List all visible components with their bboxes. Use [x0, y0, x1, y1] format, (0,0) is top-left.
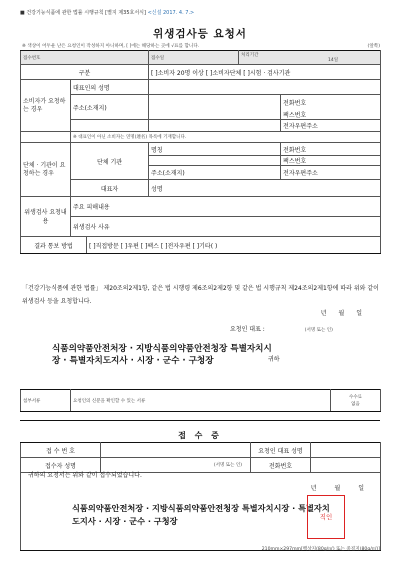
receiver-name-label: 접수자 성명: [21, 458, 101, 473]
processing-period-cell: [239, 51, 381, 65]
consumer-address-label: 주소(소재지): [71, 95, 149, 120]
attachments-content: 요청인의 신분을 확인할 수 있는 서류: [71, 390, 331, 412]
law-ref-text: ■ 건강기능식품에 관한 법률 시행규칙 [별지 제35호서식]: [20, 10, 146, 16]
category-label: 구분: [21, 65, 149, 80]
consumer-email-label: 전자우편주소: [281, 120, 381, 132]
processing-period-label: 처리기간: [241, 53, 259, 58]
consumer-section-label: 소비자가 요청하는 경우: [21, 80, 71, 132]
receipt-confirm-text: 귀하의 요청서는 위와 같이 접수되었습니다.: [28, 472, 142, 479]
inspection-section-label: 위생검사 요청내용: [21, 197, 71, 237]
org-email-label: 전자우편주소: [281, 166, 381, 180]
consumer-extra-field[interactable]: [149, 120, 281, 132]
consumer-address-field[interactable]: [149, 95, 281, 120]
receipt-no-label: 접 수 번 호: [21, 443, 101, 458]
attachments-label: 첨부서류: [21, 390, 71, 412]
cut-line: [20, 420, 380, 421]
consumer-extra-label: [71, 120, 149, 132]
page-side-label: (앞쪽): [367, 44, 380, 49]
receipt-phone-field[interactable]: [311, 458, 381, 473]
applicant-label: 요청인 대표 :: [230, 326, 265, 333]
top-note: ※ 색상이 어두운 난은 요청인이 작성하지 아니하며, [ ]에는 해당하는 곳에 √표를 합니다.: [22, 44, 200, 49]
attachments-table: [20, 389, 381, 412]
processing-period-value: 14일: [327, 58, 339, 63]
receipt-rep-name-field[interactable]: [311, 443, 381, 458]
org-name-label: 명칭: [149, 143, 281, 156]
law-reference: [20, 9, 194, 16]
receipt-date[interactable]: 년 월 일: [310, 485, 364, 492]
revision-note: <신설 2017. 4. 7.>: [147, 10, 195, 16]
request-statement: 「건강기능식품에 관한 법률」 제20조의2제1항, 같은 법 시행령 제6조의2제2항 및 같은 법 시행규칙 제24조의2제1항에 따라 위와 같이 위생검사 등을 요청합니다.: [22, 285, 379, 305]
consumer-note: ※ 대표인이 아닌 소비자는 연명(連名) 목록에 기재합니다.: [71, 132, 381, 143]
form-title: 위생검사등 요청서: [153, 28, 247, 40]
fee-label: 수수료: [348, 394, 363, 400]
receipt-recipient: 식품의약품안전처장 · 지방식품의약품안전청장 특별자치시장 · 특별자치도지사 · 시장 · 군수 · 구청장: [72, 503, 330, 526]
recipient-honorific: 귀하: [268, 356, 280, 363]
applicant-signature[interactable]: (서명 또는 인): [304, 328, 333, 333]
org-name-field[interactable]: [149, 156, 281, 166]
inspection-reason[interactable]: 위생검사 사유: [71, 217, 381, 237]
consumer-rep-name-field[interactable]: [149, 80, 381, 95]
paper-spec-footer: 210mm×297mm[백상지(80g/㎡) 또는 중질지(80g/㎡)]: [261, 547, 380, 552]
org-fax-label: 팩스번호: [281, 156, 381, 166]
org-address-label: 주소(소재지): [149, 166, 281, 180]
receipt-rep-name-label: 요청인 대표 성명: [251, 443, 311, 458]
receipt-no-field[interactable]: [101, 443, 251, 458]
org-phone-label: 전화번호: [281, 143, 381, 156]
receipt-number-cell: 접수번호: [21, 51, 149, 65]
request-date[interactable]: 년 월 일: [320, 310, 362, 317]
fee-value: 없음: [351, 401, 360, 407]
consumer-phone-label: 전화번호: [281, 95, 381, 110]
applicant-line: [230, 324, 333, 333]
recipient: 식품의약품안전처장 · 지방식품의약품안전청장 특별자치시장 · 특별자치도지사 · 시장 · 군수 · 구청장: [52, 344, 272, 366]
receipt-title: 접 수 증: [178, 431, 222, 440]
org-rep-name-label: 성명: [149, 180, 381, 197]
official-seal-box: 직인: [307, 495, 345, 539]
org-rep-label: 대표자: [71, 180, 149, 197]
inspection-main-content[interactable]: 주요 피해내용: [71, 197, 381, 217]
category-options[interactable]: [ ]소비자 20명 이상 [ ]소비자단체 [ ]시험 · 검사기관: [149, 65, 381, 80]
request-form-table: [20, 50, 381, 254]
consumer-fax-label: 팩스번호: [281, 110, 381, 120]
consumer-note-spacer: [21, 132, 71, 143]
notification-label: 결과 통보 방법: [21, 237, 87, 254]
receipt-phone-label: 전화번호: [251, 458, 311, 473]
fee-cell: [331, 390, 381, 412]
org-label: 단체 기관: [71, 143, 149, 180]
org-section-label: 단체 · 기관이 요청하는 경우: [21, 143, 71, 197]
notification-options[interactable]: [ ]직접방문 [ ]우편 [ ]팩스 [ ]전자우편 [ ]기타( ): [87, 237, 381, 254]
consumer-rep-name-label: 대표인의 성명: [71, 80, 149, 95]
receipt-date-cell: 접수일: [149, 51, 239, 65]
receiver-signature[interactable]: (서명 또는 인): [101, 458, 251, 473]
